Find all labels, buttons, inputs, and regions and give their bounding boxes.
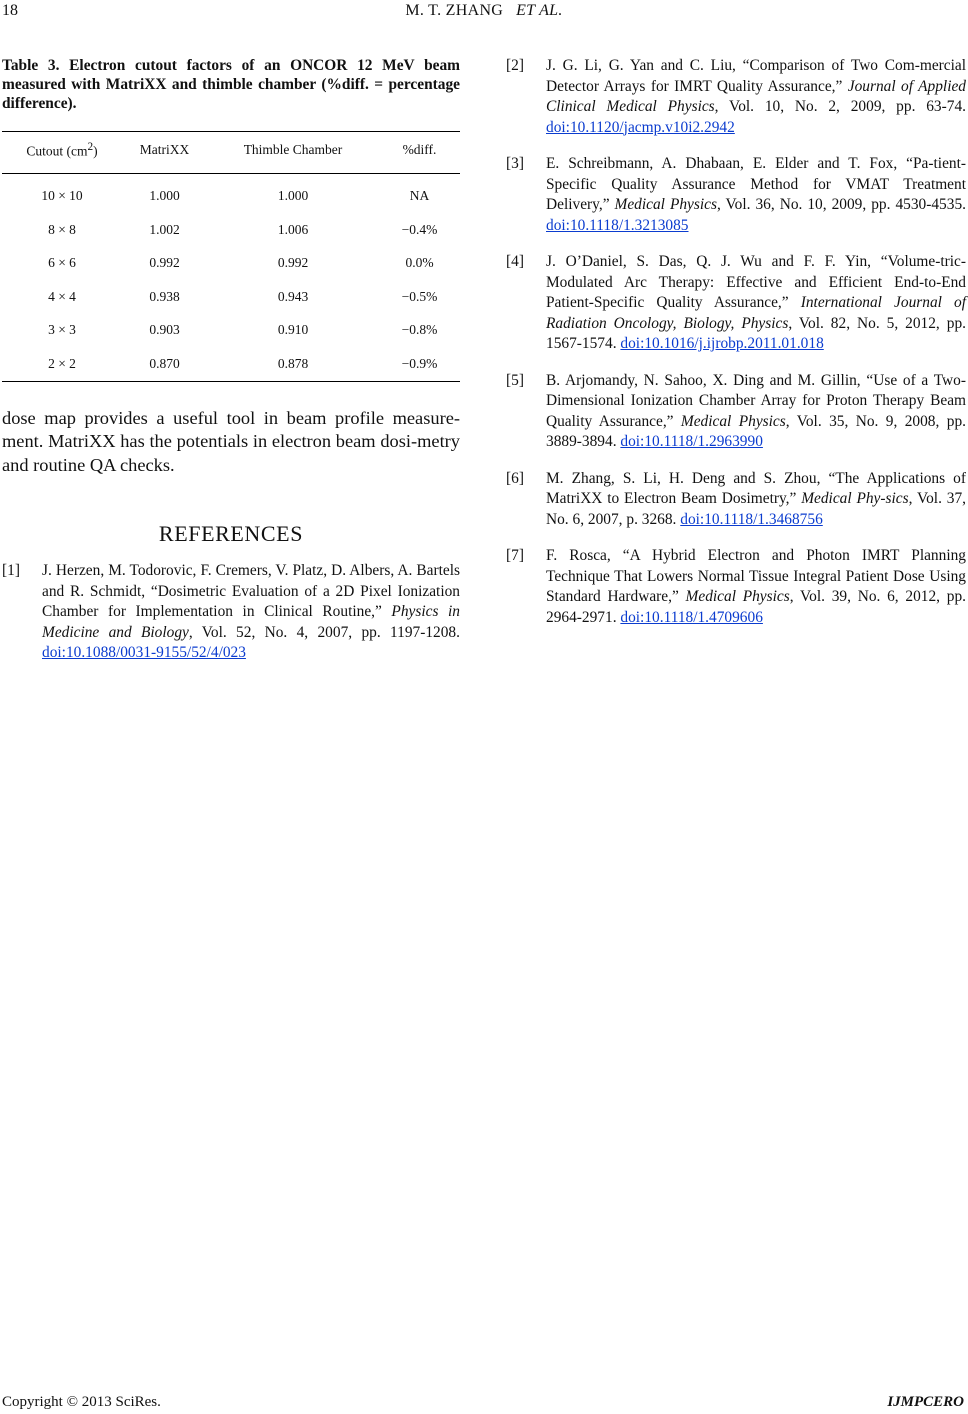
reference-text	[546, 371, 966, 453]
table-row	[2, 247, 460, 281]
doi-link[interactable]: doi:10.1120/jacmp.v10i2.2942	[546, 118, 735, 136]
reference-journal: Medical Physics	[614, 196, 717, 213]
footer-journal: IJMPCERO	[887, 1394, 964, 1410]
table-cell: NA	[409, 188, 430, 204]
reference-item	[506, 56, 966, 138]
reference-number: [6]	[506, 469, 524, 487]
table-caption: Table 3. Electron cutout factors of an ONCOR 12 MeV beam measured with MatriXX and thimble chamber (%diff. = percentage difference).	[2, 57, 460, 112]
running-header	[0, 2, 968, 20]
reference-number: [4]	[506, 253, 524, 270]
running-header-etal: ET AL.	[516, 2, 563, 19]
reference-text	[546, 546, 966, 628]
header-cutout-close: )	[93, 143, 98, 159]
doi-link[interactable]: doi:10.1118/1.2963990	[620, 433, 763, 450]
table-row	[2, 173, 460, 213]
reference-details: , Vol. 10, No. 2, 2009, pp. 63-74.	[714, 98, 966, 115]
reference-item	[506, 252, 966, 355]
table-cell: 0.870	[122, 347, 207, 381]
table-cell: 0.0%	[405, 255, 434, 271]
table-cell: −0.5%	[401, 288, 438, 304]
footer-copyright: Copyright © 2013 SciRes.	[2, 1394, 161, 1410]
table-cell: 6 × 6	[48, 255, 76, 271]
reference-details: , Vol. 52, No. 4, 2007, pp. 1197-1208.	[188, 623, 460, 641]
reference-journal: Journal of Applied Clinical Medical Physics	[546, 77, 966, 115]
table-cell: 0.910	[277, 322, 309, 338]
table-row	[2, 280, 460, 314]
reference-journal: Medical Physics	[680, 412, 786, 430]
body-paragraph: dose map provides a useful tool in beam profile measure-ment. MatriXX has the potentials in electron beam dosi-metry and routine QA checks.	[2, 407, 460, 475]
references-heading: REFERENCES	[158, 521, 304, 546]
reference-details: , Vol. 36, No. 10, 2009, pp. 4530-4535.	[716, 196, 966, 213]
page-number: 18	[2, 2, 18, 19]
doi-link[interactable]: doi:10.1118/1.4709606	[620, 608, 763, 626]
doi-link[interactable]: doi:10.1016/j.ijrobp.2011.01.018	[620, 335, 824, 352]
reference-text	[546, 56, 966, 138]
reference-journal: International Journal of Radiation Oncology, Biology, Physics	[546, 294, 966, 332]
reference-journal: Medical Physics	[685, 588, 790, 605]
table-header-cell: %diff.	[379, 132, 460, 174]
reference-authors-title: J. Herzen, M. Todorovic, F. Cremers, V. Platz, D. Albers, A. Bartels and R. Schmidt, “Dosimetric Evaluation of a 2D Pixel Ionization Chamber for Implementation in Clinical Routine,”	[42, 562, 460, 620]
reference-authors-title: M. Zhang, S. Li, H. Deng and S. Zhou, “The Applications of MatriXX to Electron Beam Dosimetry,”	[546, 469, 966, 507]
table-cell: 0.903	[149, 322, 180, 338]
reference-number: [1]	[2, 562, 20, 579]
table-cell: 3 × 3	[48, 322, 76, 338]
reference-item	[506, 154, 966, 236]
table-cell: 2 × 2	[2, 347, 122, 381]
header-cutout-superscript: 2	[87, 141, 94, 153]
table-cell: 10 × 10	[41, 188, 83, 204]
table-cell: 0.878	[207, 347, 379, 381]
table-row	[2, 347, 460, 381]
table-cell: 0.943	[277, 288, 309, 304]
reference-item	[506, 371, 966, 453]
reference-number: [5]	[506, 371, 524, 389]
table-cell: 1.000	[149, 188, 180, 204]
table-cell: 0.992	[149, 255, 180, 271]
reference-text	[546, 154, 966, 236]
reference-journal: Medical Phy-sics	[801, 490, 909, 507]
reference-item	[506, 546, 966, 628]
running-header-authors: M. T. ZHANG	[405, 2, 504, 19]
reference-journal: Physics in Medicine and Biology	[42, 603, 460, 641]
reference-details: , Vol. 39, No. 6, 2012, pp. 2964-2971.	[546, 588, 966, 626]
table-header-cell: MatriXX	[122, 132, 207, 174]
reference-text	[42, 561, 460, 664]
doi-link[interactable]: doi:10.1118/1.3468756	[680, 510, 823, 528]
table-cell: −0.8%	[401, 322, 438, 338]
reference-number: [3]	[506, 155, 524, 172]
table-cell: 0.938	[149, 288, 180, 304]
table-cell: 4 × 4	[48, 288, 76, 304]
reference-text	[546, 252, 966, 355]
reference-authors-title: J. G. Li, G. Yan and C. Liu, “Comparison of Two Com-mercial Detector Arrays for IMRT Quality Assurance,”	[546, 57, 966, 95]
reference-number: [7]	[506, 547, 524, 564]
doi-link[interactable]: doi:10.1088/0031-9155/52/4/023	[42, 644, 246, 661]
reference-authors-title: F. Rosca, “A Hybrid Electron and Photon IMRT Planning Technique That Lowers Normal Tissue Integral Patient Dose Using Standard Hardware,”	[546, 547, 966, 605]
table-cell: −0.9%	[379, 347, 460, 381]
cutout-factors-table	[2, 131, 460, 382]
table-header-cell	[2, 132, 122, 174]
reference-authors-title: J. O’Daniel, S. Das, Q. J. Wu and F. F. Yin, “Volume-tric-Modulated Arc Therapy: Effective and Efficient End-to-End Patient-Specific Quality Assurance,”	[546, 253, 966, 311]
table-header-cell: Thimble Chamber	[207, 132, 379, 174]
table-row	[2, 213, 460, 247]
reference-item	[506, 469, 966, 531]
table-cell: 1.002	[149, 221, 180, 237]
reference-authors-title: B. Arjomandy, N. Sahoo, X. Ding and M. Gillin, “Use of a Two-Dimensional Ionization Chamber Array for Proton Therapy Beam Quality Assurance,”	[546, 371, 966, 430]
reference-item	[2, 561, 460, 664]
table-cell: 1.000	[277, 188, 309, 204]
table-row	[2, 314, 460, 348]
header-cutout-label: Cutout (cm	[26, 143, 88, 159]
right-column	[506, 56, 966, 644]
table-cell: 8 × 8	[48, 221, 76, 237]
table-header-row	[2, 132, 460, 174]
table-cell: −0.4%	[401, 221, 438, 237]
table-cell: 1.006	[277, 221, 309, 237]
reference-details: , Vol. 82, No. 5, 2012, pp. 1567-1574.	[546, 314, 966, 352]
reference-authors-title: E. Schreibmann, A. Dhabaan, E. Elder and T. Fox, “Pa-tient-Specific Quality Assurance Method for VMAT Treatment Delivery,”	[546, 155, 966, 213]
reference-details: , Vol. 35, No. 9, 2008, pp. 3889-3894.	[546, 412, 966, 450]
reference-number: [2]	[506, 57, 524, 74]
table-cell: 0.992	[277, 255, 309, 271]
reference-text	[546, 469, 966, 531]
left-column	[2, 56, 460, 680]
doi-link[interactable]: doi:10.1118/1.3213085	[546, 216, 689, 234]
reference-details: , Vol. 37, No. 6, 2007, p. 3268.	[546, 490, 966, 528]
